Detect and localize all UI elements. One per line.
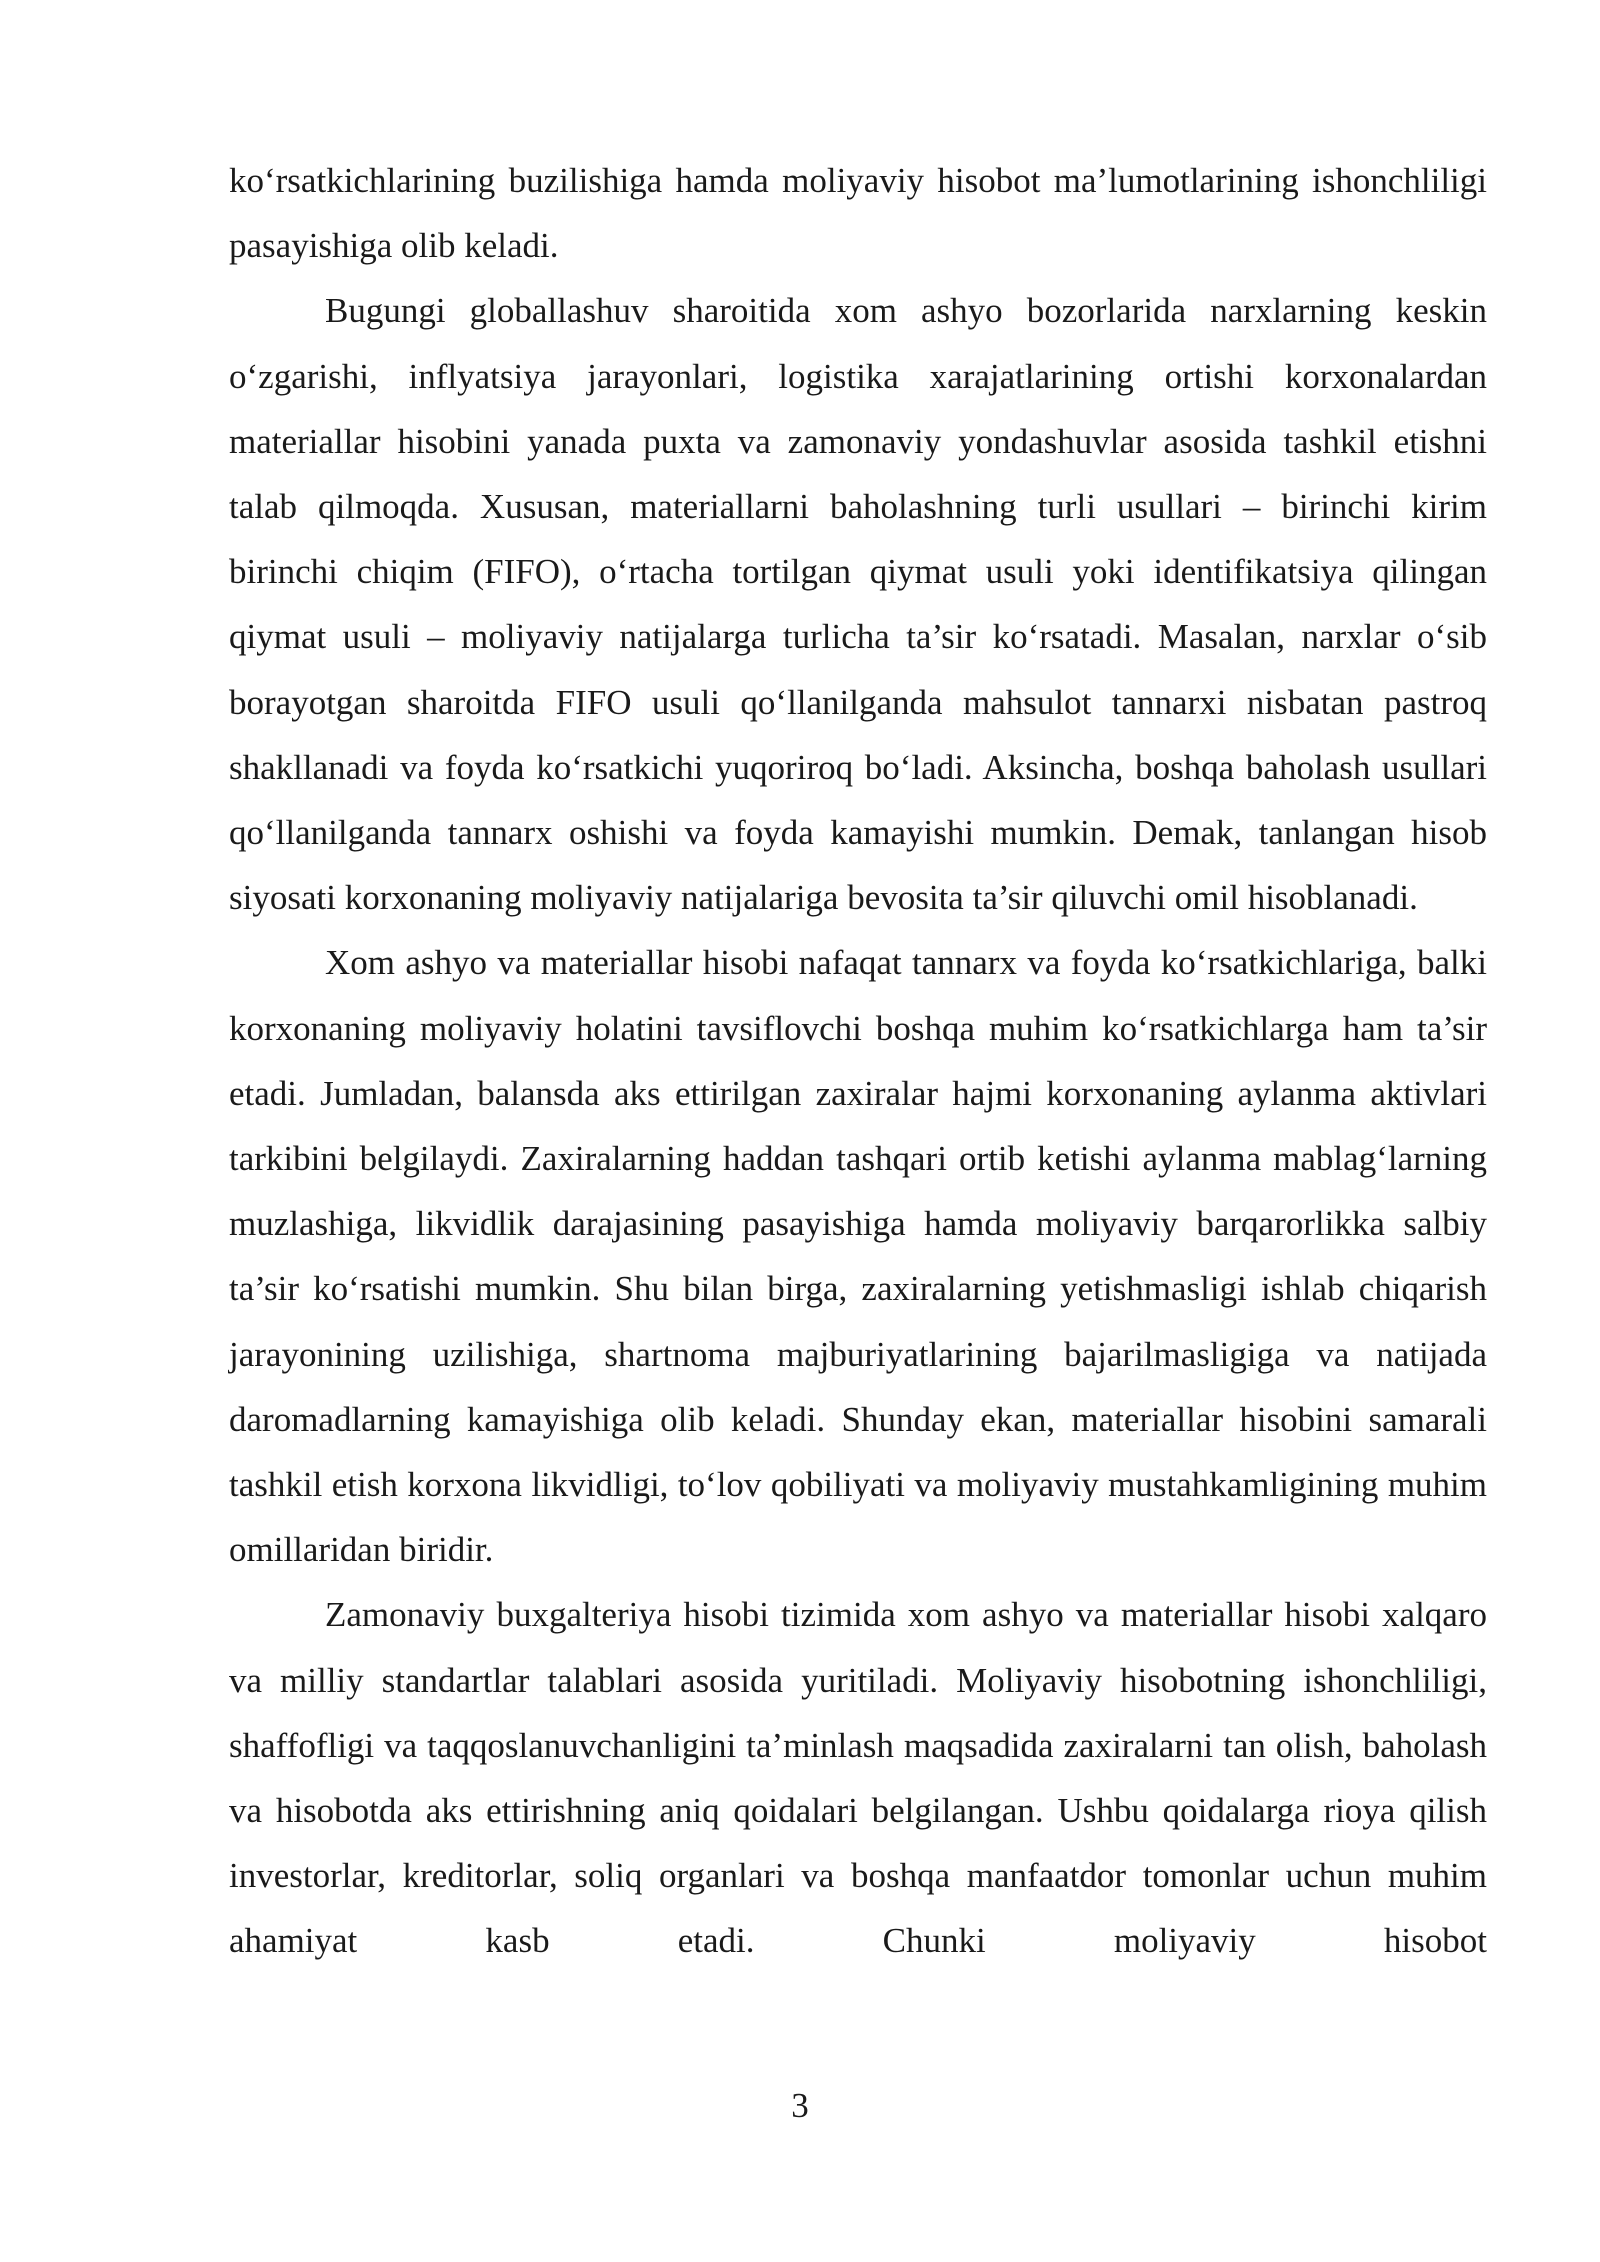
page-number: 3 xyxy=(791,2086,809,2125)
paragraph-pricing-methods: Bugungi globallashuv sharoitida xom ashyo bozorlarida narxlarning keskin o‘zgarishi, inflyatsiya jarayonlari, logistika xarajatlarining ortishi korxonalardan materiallar hisobini yanada puxta va zamonaviy yondashuvlar asosida tashkil etishni talab qilmoqda. Xususan, materiallarni baholashning turli usullari – birinchi kirim birinchi chiqim (FIFO), o‘rtacha tortilgan qiymat usuli yoki identifikatsiya qilingan qiymat usuli – moliyaviy natijalarga turlicha ta’sir ko‘rsatadi. Masalan, narxlar o‘sib borayotgan sharoitda FIFO usuli qo‘llanilganda mahsulot tannarxi nisbatan pastroq shakllanadi va foyda ko‘rsatkichi yuqoriroq bo‘ladi. Aksincha, boshqa baholash usullari qo‘llanilganda tannarx oshishi va foyda kamayishi mumkin. Demak, tanlangan hisob siyosati korxonaning moliyaviy natijalariga bevosita ta’sir qiluvchi omil hisoblanadi. xyxy=(229,291,1487,918)
paragraph-financial-position: Xom ashyo va materiallar hisobi nafaqat tannarx va foyda ko‘rsatkichlariga, balki korxonaning moliyaviy holatini tavsiflovchi boshqa muhim ko‘rsatkichlarga ham ta’sir etadi. Jumladan, balansda aks ettirilgan zaxiralar hajmi korxonaning aylanma aktivlari tarkibini belgilaydi. Zaxiralarning haddan tashqari ortib ketishi aylanma mablag‘larning muzlashiga, likvidlik darajasining pasayishiga hamda moliyaviy barqarorlikka salbiy ta’sir ko‘rsatishi mumkin. Shu bilan birga, zaxiralarning yetishmasligi ishlab chiqarish jarayonining uzilishiga, shartnoma majburiyatlarining bajarilmasligiga va natijada daromadlarning kamayishiga olib keladi. Shunday ekan, materiallar hisobini samarali tashkil etish korxona likvidligi, to‘lov qobiliyati va moliyaviy mustahkamligining muhim omillaridan biridir. xyxy=(229,943,1487,1570)
paragraph-continuation: ko‘rsatkichlarining buzilishiga hamda moliyaviy hisobot ma’lumotlarining ishonchliligi pasayishiga olib keladi. xyxy=(229,161,1487,266)
body-text xyxy=(229,148,1487,1974)
paragraph-standards: Zamonaviy buxgalteriya hisobi tizimida xom ashyo va materiallar hisobi xalqaro va milliy standartlar talablari asosida yuritiladi. Moliyaviy hisobotning ishonchliligi, shaffofligi va taqqoslanuvchanligini ta’minlash maqsadida zaxiralarni tan olish, baholash va hisobotda aks ettirishning aniq qoidalari belgilangan. Ushbu qoidalarga rioya qilish investorlar, kreditorlar, soliq organlari va boshqa manfaatdor tomonlar uchun muhim ahamiyat kasb etadi. Chunki moliyaviy hisobot xyxy=(229,1595,1487,1961)
